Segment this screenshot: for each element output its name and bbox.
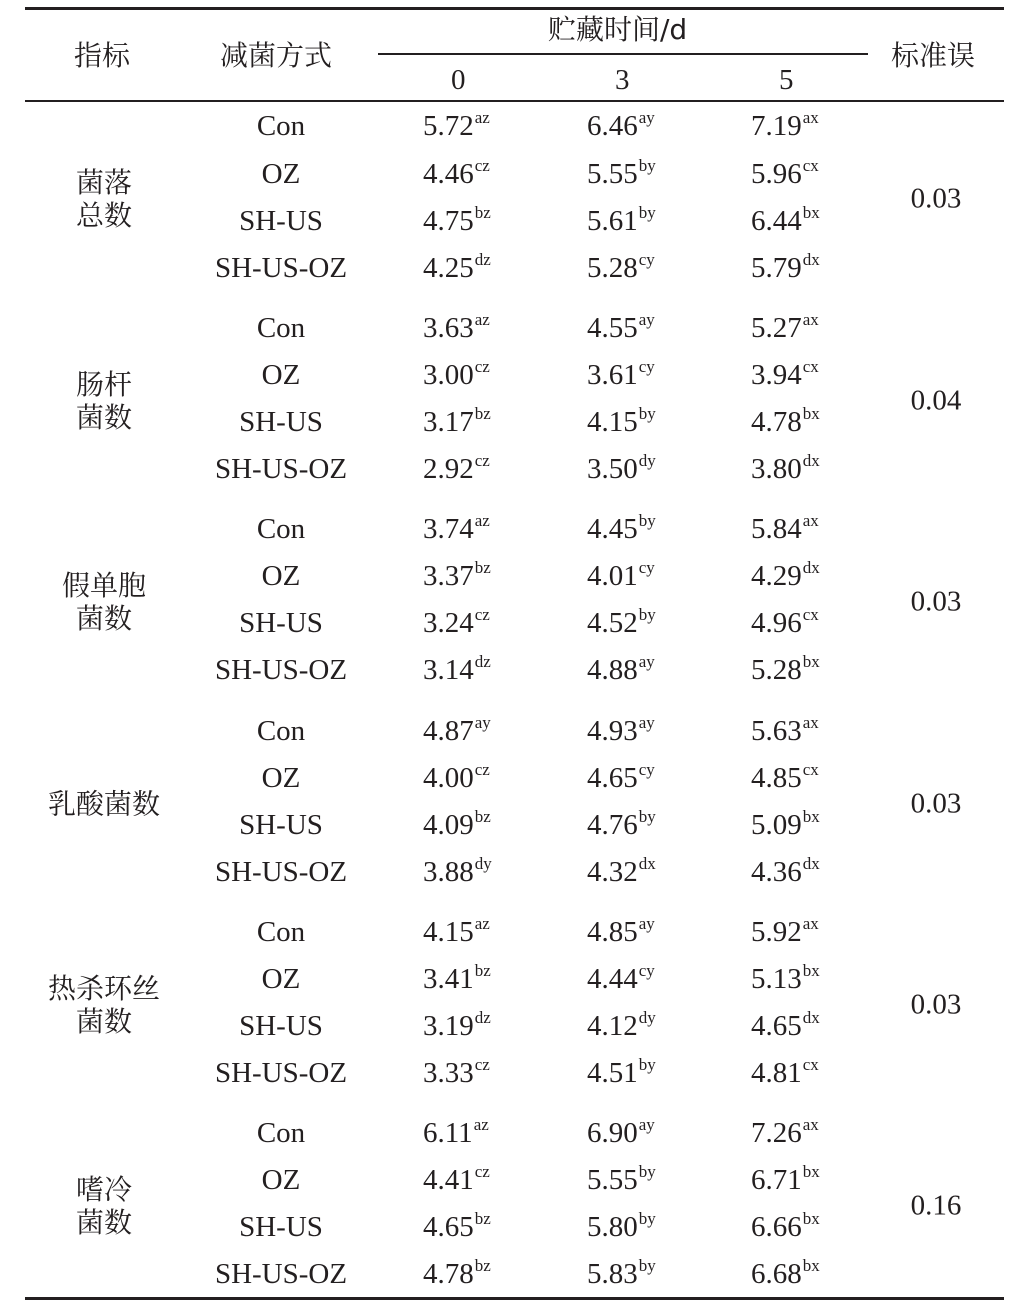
cell-number: 4.46: [423, 158, 474, 190]
cell-significance-letters: cx: [802, 760, 819, 779]
table-cell-value: [587, 1115, 655, 1149]
cell-number: 4.15: [423, 916, 474, 948]
table-cell-value: [751, 511, 819, 545]
table-cell-value: [423, 807, 491, 841]
method-label: SH-US-OZ: [214, 654, 348, 686]
method-label: SH-US-OZ: [214, 1258, 348, 1290]
table-cell-value: [587, 1055, 656, 1089]
method-label: SH-US: [239, 809, 323, 841]
indicator-label-line: 热杀环丝: [47, 971, 161, 1005]
cell-significance-letters: by: [638, 807, 656, 826]
storage-time-rule: [378, 53, 868, 55]
cell-significance-letters: by: [638, 203, 656, 222]
table-cell-value: [751, 713, 819, 747]
cell-number: 5.80: [587, 1211, 638, 1243]
cell-number: 4.25: [423, 252, 474, 284]
table-cell-value: [587, 605, 656, 639]
method-label: SH-US: [239, 1211, 323, 1243]
method-label: SH-US: [239, 1010, 323, 1042]
cell-number: 4.78: [423, 1258, 474, 1290]
std-error-value: 0.03: [910, 787, 962, 819]
cell-number: 3.50: [587, 453, 638, 485]
table-cell-value: [751, 1256, 820, 1290]
table-cell-value: [751, 404, 820, 438]
cell-number: 3.17: [423, 406, 474, 438]
method-label: SH-US-OZ: [214, 1057, 348, 1089]
cell-significance-letters: dx: [802, 854, 820, 873]
table-cell-value: [751, 1162, 820, 1196]
header-storage-time: 贮藏时间/d: [548, 13, 688, 46]
cell-number: 3.61: [587, 359, 638, 391]
cell-number: 5.28: [751, 654, 802, 686]
table-cell-value: [751, 914, 819, 948]
cell-significance-letters: cy: [638, 760, 655, 779]
cell-number: 6.68: [751, 1258, 802, 1290]
cell-significance-letters: by: [638, 605, 656, 624]
cell-number: 4.75: [423, 205, 474, 237]
header-std-error: 标准误: [891, 39, 976, 72]
table-cell-value: [423, 357, 490, 391]
cell-significance-letters: ay: [638, 914, 655, 933]
cell-significance-letters: ax: [802, 310, 819, 329]
header-day-0: 0: [451, 64, 466, 96]
cell-significance-letters: dy: [474, 854, 492, 873]
method-label: OZ: [261, 560, 301, 592]
table-cell-value: [423, 511, 490, 545]
table-cell-value: [587, 108, 655, 142]
cell-significance-letters: dx: [802, 558, 820, 577]
cell-number: 5.96: [751, 158, 802, 190]
std-error-value: 0.03: [910, 585, 962, 617]
std-error-value: 0.16: [910, 1189, 962, 1221]
table-cell-value: [423, 605, 490, 639]
cell-number: 4.15: [587, 406, 638, 438]
cell-number: 4.41: [423, 1164, 474, 1196]
cell-significance-letters: bx: [802, 203, 820, 222]
table-cell-value: [423, 404, 491, 438]
cell-number: 4.85: [751, 762, 802, 794]
cell-significance-letters: az: [473, 1115, 489, 1134]
cell-number: 4.32: [587, 856, 638, 888]
cell-number: 6.46: [587, 110, 638, 142]
cell-significance-letters: bz: [474, 404, 491, 423]
cell-significance-letters: ay: [638, 310, 655, 329]
cell-significance-letters: by: [638, 404, 656, 423]
cell-significance-letters: az: [474, 511, 490, 530]
table-cell-value: [423, 854, 492, 888]
cell-significance-letters: dx: [802, 250, 820, 269]
method-label: SH-US-OZ: [214, 453, 348, 485]
table-cell-value: [751, 961, 820, 995]
table-cell-value: [423, 652, 491, 686]
method-label: OZ: [261, 762, 301, 794]
cell-significance-letters: cz: [474, 1162, 490, 1181]
cell-significance-letters: bx: [802, 652, 820, 671]
method-label: Con: [256, 715, 306, 747]
table-cell-value: [751, 250, 820, 284]
table-cell-value: [751, 760, 819, 794]
cell-significance-letters: by: [638, 1162, 656, 1181]
table-cell-value: [587, 760, 655, 794]
cell-significance-letters: dz: [474, 250, 491, 269]
std-error-value: 0.03: [910, 988, 962, 1020]
cell-number: 4.96: [751, 607, 802, 639]
cell-significance-letters: az: [474, 310, 490, 329]
cell-number: 7.26: [751, 1117, 802, 1149]
cell-significance-letters: bz: [474, 1256, 491, 1275]
cell-significance-letters: az: [474, 108, 490, 127]
cell-number: 4.65: [751, 1010, 802, 1042]
cell-number: 2.92: [423, 453, 474, 485]
cell-number: 5.79: [751, 252, 802, 284]
cell-number: 3.94: [751, 359, 802, 391]
cell-significance-letters: cy: [638, 961, 655, 980]
cell-number: 5.63: [751, 715, 802, 747]
cell-number: 3.33: [423, 1057, 474, 1089]
indicator-label: [76, 166, 132, 232]
cell-significance-letters: cy: [638, 558, 655, 577]
cell-significance-letters: cz: [474, 605, 490, 624]
cell-significance-letters: by: [638, 1055, 656, 1074]
cell-number: 6.71: [751, 1164, 802, 1196]
cell-number: 3.00: [423, 359, 474, 391]
table-cell-value: [587, 156, 656, 190]
table-cell-value: [751, 854, 820, 888]
cell-number: 4.36: [751, 856, 802, 888]
indicator-label-line: 肠杆: [75, 367, 133, 401]
table-cell-value: [423, 156, 490, 190]
table-cell-value: [423, 1162, 490, 1196]
table-cell-value: [587, 203, 656, 237]
table-cell-value: [587, 961, 655, 995]
cell-number: 3.88: [423, 856, 474, 888]
cell-significance-letters: cy: [638, 250, 655, 269]
cell-number: 4.12: [587, 1010, 638, 1042]
cell-number: 4.76: [587, 809, 638, 841]
cell-significance-letters: by: [638, 511, 656, 530]
table-cell-value: [423, 760, 490, 794]
cell-number: 6.11: [423, 1117, 473, 1149]
cell-number: 7.19: [751, 110, 802, 142]
cell-significance-letters: az: [474, 914, 490, 933]
table-cell-value: [751, 1115, 819, 1149]
cell-number: 5.55: [587, 1164, 638, 1196]
header-bottom-rule: [25, 100, 1004, 102]
indicator-label: [48, 787, 160, 820]
table-cell-value: [587, 404, 656, 438]
table-cell-value: [587, 558, 655, 592]
table-cell-value: [751, 451, 820, 485]
method-label: SH-US-OZ: [214, 856, 348, 888]
cell-significance-letters: dz: [474, 652, 491, 671]
cell-significance-letters: ax: [802, 108, 819, 127]
cell-number: 4.09: [423, 809, 474, 841]
indicator-label-line: 菌数: [75, 1205, 133, 1239]
cell-significance-letters: bx: [802, 1162, 820, 1181]
cell-significance-letters: cx: [802, 357, 819, 376]
cell-significance-letters: cy: [638, 357, 655, 376]
cell-number: 4.88: [587, 654, 638, 686]
cell-significance-letters: ax: [802, 713, 819, 732]
bottom-rule: [25, 1297, 1004, 1300]
indicator-label-line: 乳酸菌数: [47, 787, 161, 820]
cell-number: 5.09: [751, 809, 802, 841]
cell-number: 4.01: [587, 560, 638, 592]
cell-number: 3.24: [423, 607, 474, 639]
cell-significance-letters: by: [638, 1209, 656, 1228]
table-cell-value: [751, 310, 819, 344]
cell-number: 4.81: [751, 1057, 802, 1089]
header-method: 减菌方式: [220, 39, 333, 72]
cell-number: 5.27: [751, 312, 802, 344]
cell-significance-letters: bx: [802, 404, 820, 423]
table-cell-value: [587, 357, 655, 391]
cell-number: 6.90: [587, 1117, 638, 1149]
table-cell-value: [587, 807, 656, 841]
cell-number: 3.37: [423, 560, 474, 592]
cell-number: 3.63: [423, 312, 474, 344]
indicator-label-line: 菌数: [75, 601, 133, 635]
method-label: OZ: [261, 963, 301, 995]
indicator-label: [76, 368, 132, 434]
method-label: Con: [256, 312, 306, 344]
cell-significance-letters: bx: [802, 807, 820, 826]
indicator-label: [76, 1173, 132, 1239]
cell-significance-letters: dy: [638, 451, 656, 470]
cell-number: 4.65: [587, 762, 638, 794]
table-cell-value: [587, 1162, 656, 1196]
cell-number: 4.44: [587, 963, 638, 995]
std-error-value: 0.04: [910, 384, 962, 416]
cell-significance-letters: bz: [474, 961, 491, 980]
cell-significance-letters: by: [638, 156, 656, 175]
indicator-label-line: 总数: [75, 199, 133, 232]
table-cell-value: [751, 807, 820, 841]
cell-number: 4.87: [423, 715, 474, 747]
cell-number: 6.44: [751, 205, 802, 237]
cell-number: 3.80: [751, 453, 802, 485]
indicator-label-line: 菌落: [75, 166, 133, 199]
table-cell-value: [587, 1209, 656, 1243]
method-label: OZ: [261, 359, 301, 391]
cell-significance-letters: ax: [802, 511, 819, 530]
cell-significance-letters: cz: [474, 156, 490, 175]
table-cell-value: [751, 1008, 820, 1042]
cell-number: 3.41: [423, 963, 474, 995]
header-indicator: 指标: [74, 39, 131, 72]
cell-significance-letters: bz: [474, 558, 491, 577]
cell-significance-letters: cz: [474, 451, 490, 470]
cell-significance-letters: cx: [802, 156, 819, 175]
table-cell-value: [423, 558, 491, 592]
cell-significance-letters: dx: [802, 1008, 820, 1027]
cell-number: 5.55: [587, 158, 638, 190]
table-cell-value: [587, 854, 656, 888]
table-cell-value: [587, 914, 655, 948]
method-label: SH-US: [239, 406, 323, 438]
indicator-label-line: 嗜冷: [75, 1172, 133, 1206]
method-label: Con: [256, 110, 306, 142]
table-cell-value: [751, 108, 819, 142]
cell-significance-letters: ay: [638, 108, 655, 127]
cell-number: 5.61: [587, 205, 638, 237]
table-cell-value: [751, 357, 819, 391]
table-cell-value: [751, 558, 820, 592]
cell-significance-letters: bx: [802, 961, 820, 980]
table-cell-value: [587, 1008, 656, 1042]
table-cell-value: [423, 451, 490, 485]
cell-number: 4.65: [423, 1211, 474, 1243]
table-cell-value: [751, 1209, 820, 1243]
cell-significance-letters: ax: [802, 914, 819, 933]
cell-significance-letters: dy: [638, 1008, 656, 1027]
method-label: OZ: [261, 158, 301, 190]
table-cell-value: [587, 310, 655, 344]
cell-number: 4.51: [587, 1057, 638, 1089]
cell-number: 4.45: [587, 513, 638, 545]
cell-significance-letters: cx: [802, 605, 819, 624]
cell-number: 5.83: [587, 1258, 638, 1290]
cell-number: 4.93: [587, 715, 638, 747]
cell-number: 5.13: [751, 963, 802, 995]
table-cell-value: [423, 713, 491, 747]
method-label: Con: [256, 916, 306, 948]
table-cell-value: [587, 250, 655, 284]
cell-number: 3.74: [423, 513, 474, 545]
cell-significance-letters: dz: [474, 1008, 491, 1027]
cell-significance-letters: cz: [474, 357, 490, 376]
cell-number: 5.84: [751, 513, 802, 545]
cell-significance-letters: bz: [474, 1209, 491, 1228]
cell-number: 5.92: [751, 916, 802, 948]
table-cell-value: [423, 1209, 491, 1243]
cell-number: 3.19: [423, 1010, 474, 1042]
header-day-5: 5: [779, 64, 794, 96]
cell-significance-letters: dx: [802, 451, 820, 470]
method-label: SH-US: [239, 205, 323, 237]
cell-significance-letters: ay: [638, 713, 655, 732]
table-cell-value: [423, 250, 491, 284]
indicator-label-line: 假单胞: [61, 568, 147, 602]
table-cell-value: [587, 451, 656, 485]
cell-significance-letters: bz: [474, 807, 491, 826]
cell-number: 4.52: [587, 607, 638, 639]
method-label: SH-US-OZ: [214, 252, 348, 284]
table-cell-value: [423, 961, 491, 995]
table-cell-value: [587, 511, 656, 545]
table-cell-value: [423, 108, 490, 142]
table-cell-value: [423, 1115, 489, 1149]
top-rule: [25, 7, 1004, 10]
table-cell-value: [751, 652, 820, 686]
method-label: Con: [256, 1117, 306, 1149]
cell-significance-letters: bx: [802, 1256, 820, 1275]
cell-significance-letters: cx: [802, 1055, 819, 1074]
cell-significance-letters: ay: [638, 1115, 655, 1134]
cell-significance-letters: dx: [638, 854, 656, 873]
cell-significance-letters: cz: [474, 1055, 490, 1074]
cell-number: 4.85: [587, 916, 638, 948]
table-cell-value: [423, 1008, 491, 1042]
cell-significance-letters: ay: [474, 713, 491, 732]
cell-number: 5.28: [587, 252, 638, 284]
table-cell-value: [423, 1256, 491, 1290]
method-label: OZ: [261, 1164, 301, 1196]
table-cell-value: [587, 1256, 656, 1290]
cell-number: 4.00: [423, 762, 474, 794]
cell-number: 4.55: [587, 312, 638, 344]
table-cell-value: [423, 310, 490, 344]
cell-number: 4.29: [751, 560, 802, 592]
method-label: SH-US: [239, 607, 323, 639]
indicator-label: [62, 569, 146, 635]
table-cell-value: [423, 914, 490, 948]
header-day-3: 3: [615, 64, 630, 96]
table-cell-value: [587, 713, 655, 747]
cell-significance-letters: cz: [474, 760, 490, 779]
table-cell-value: [751, 605, 819, 639]
cell-significance-letters: ay: [638, 652, 655, 671]
cell-significance-letters: bz: [474, 203, 491, 222]
table-cell-value: [751, 1055, 819, 1089]
indicator-label-line: 菌数: [75, 1004, 133, 1038]
table-cell-value: [423, 203, 491, 237]
method-label: Con: [256, 513, 306, 545]
cell-number: 5.72: [423, 110, 474, 142]
table-cell-value: [423, 1055, 490, 1089]
table-cell-value: [751, 203, 820, 237]
cell-significance-letters: bx: [802, 1209, 820, 1228]
cell-number: 3.14: [423, 654, 474, 686]
cell-number: 6.66: [751, 1211, 802, 1243]
cell-significance-letters: by: [638, 1256, 656, 1275]
cell-significance-letters: ax: [802, 1115, 819, 1134]
table-cell-value: [587, 652, 655, 686]
table-cell-value: [751, 156, 819, 190]
std-error-value: 0.03: [910, 182, 962, 215]
indicator-label-line: 菌数: [75, 400, 133, 434]
cell-number: 4.78: [751, 406, 802, 438]
indicator-label: [48, 972, 160, 1038]
